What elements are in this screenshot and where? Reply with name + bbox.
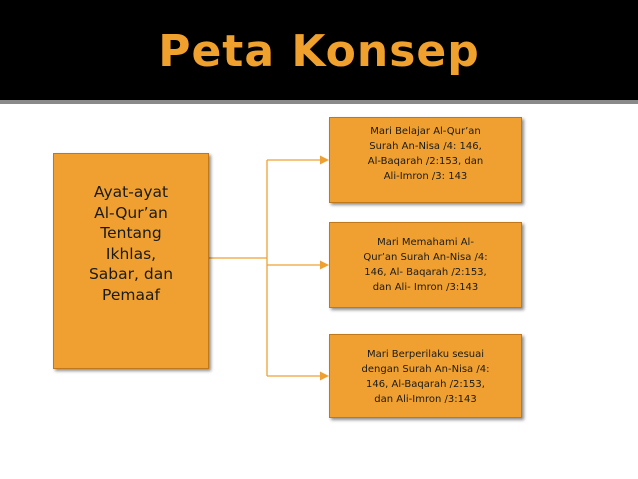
branch-line: dan Ali-Imron /3:143 bbox=[374, 394, 477, 405]
slide-title: Peta Konsep bbox=[158, 26, 480, 77]
main-topic-line: Pemaaf bbox=[102, 285, 160, 304]
branch-line: Al-Baqarah /2:153, dan bbox=[367, 156, 484, 167]
branch-box-memahami bbox=[329, 222, 522, 308]
arrow-to-branch-3 bbox=[267, 372, 329, 381]
branch-line: 146, Al- Baqarah /2:153, bbox=[364, 267, 487, 278]
arrow-to-branch-2 bbox=[267, 261, 329, 270]
branch-line: Mari Berperilaku sesuai bbox=[366, 349, 485, 360]
main-topic-box bbox=[53, 153, 209, 369]
main-topic-line: Al-Qur’an bbox=[94, 203, 168, 222]
branch-line: Mari Memahami Al- bbox=[377, 237, 474, 248]
branch-line: 146, Al-Baqarah /2:153, bbox=[366, 379, 485, 390]
branch-line: Surah An-Nisa /4: 146, bbox=[369, 141, 482, 152]
main-topic-line: Ikhlas, bbox=[105, 244, 157, 263]
main-topic-line: Tentang bbox=[100, 224, 162, 242]
branch-box-berperilaku bbox=[329, 334, 522, 418]
branch-line: dengan Surah An-Nisa /4: bbox=[361, 364, 490, 375]
branch-line: Mari Belajar Al-Qur’an bbox=[370, 126, 481, 137]
branch-box-belajar bbox=[329, 117, 522, 203]
main-topic-line: Ayat-ayat bbox=[93, 183, 169, 201]
main-topic-line: Sabar, dan bbox=[88, 265, 174, 283]
arrow-to-branch-1 bbox=[267, 156, 329, 165]
branch-line: Ali-Imron /3: 143 bbox=[383, 171, 468, 182]
branch-line: Qur’an Surah An-Nisa /4: bbox=[363, 252, 488, 263]
branch-line: dan Ali- Imron /3:143 bbox=[372, 282, 479, 293]
